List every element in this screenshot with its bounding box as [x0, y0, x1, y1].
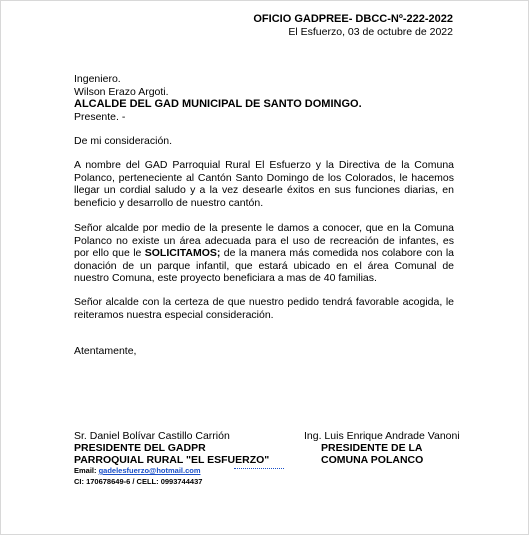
recipient-name: Wilson Erazo Argoti.	[74, 86, 169, 98]
email-label: Email:	[74, 466, 99, 475]
greeting: De mi consideración.	[74, 135, 173, 147]
paragraph-2-text-b: de la manera más comedida nos colabore con la donación de un parque infantil, que estará ubicado en el área Comunal de nuestro Comuna, este proyecto beneficiara a mas de 40 familias.	[74, 247, 454, 285]
left-signer-role-2: PARROQUIAL RURAL "EL ESFUERZO"	[74, 454, 270, 466]
office-reference: OFICIO GADPREE- DBCC-Nº-222-2022	[253, 13, 453, 25]
recipient-position: ALCALDE DEL GAD MUNICIPAL DE SANTO DOMINGO.	[74, 98, 362, 110]
left-signer-email-line	[74, 466, 201, 476]
recipient-presente: Presente. -	[74, 111, 126, 123]
left-signer-role-1: PRESIDENTE DEL GADPR	[74, 442, 206, 454]
right-signer-role-2: COMUNA POLANCO	[321, 454, 424, 466]
recipient-title: Ingeniero.	[74, 73, 121, 85]
email-link[interactable]: gadelesfuerzo@hotmail.com	[98, 466, 201, 475]
left-signer-contact: CI: 170678649-6 / CELL: 0993744437	[74, 477, 203, 486]
paragraph-2-text-a: Señor alcalde por medio de la presente le damos a conocer, que en la Comuna Polanco no existe un área adecuada para el uso de recreación de infantes, es por ello que le	[74, 222, 454, 260]
paragraph-3	[74, 296, 454, 321]
paragraph-1-text: A nombre del GAD Parroquial Rural El Esfuerzo y la Directiva de la Comuna Polanco, perteneciente al Cantón Santo Domingo de los Colorados, le hacemos llegar un cordial saludo y a la vez desearle éxitos en sus funciones diarias, en beneficio y desarrollo de nuestro cantón.	[74, 159, 454, 209]
spellcheck-underline	[234, 465, 284, 469]
paragraph-1	[74, 159, 454, 209]
right-signer-name: Ing. Luis Enrique Andrade Vanoni	[304, 430, 460, 442]
paragraph-2	[74, 222, 454, 285]
paragraph-3-text: Señor alcalde con la certeza de que nuestro pedido tendrá favorable acogida, le reiteramos nuestra especial consideración.	[74, 296, 454, 321]
paragraph-2-bold: SOLICITAMOS;	[144, 247, 221, 260]
closing: Atentamente,	[74, 345, 137, 357]
letter-date: El Esfuerzo, 03 de octubre de 2022	[288, 26, 453, 38]
right-signer-role-1: PRESIDENTE DE LA	[321, 442, 423, 454]
left-signer-name: Sr. Daniel Bolívar Castillo Carrión	[74, 430, 230, 442]
